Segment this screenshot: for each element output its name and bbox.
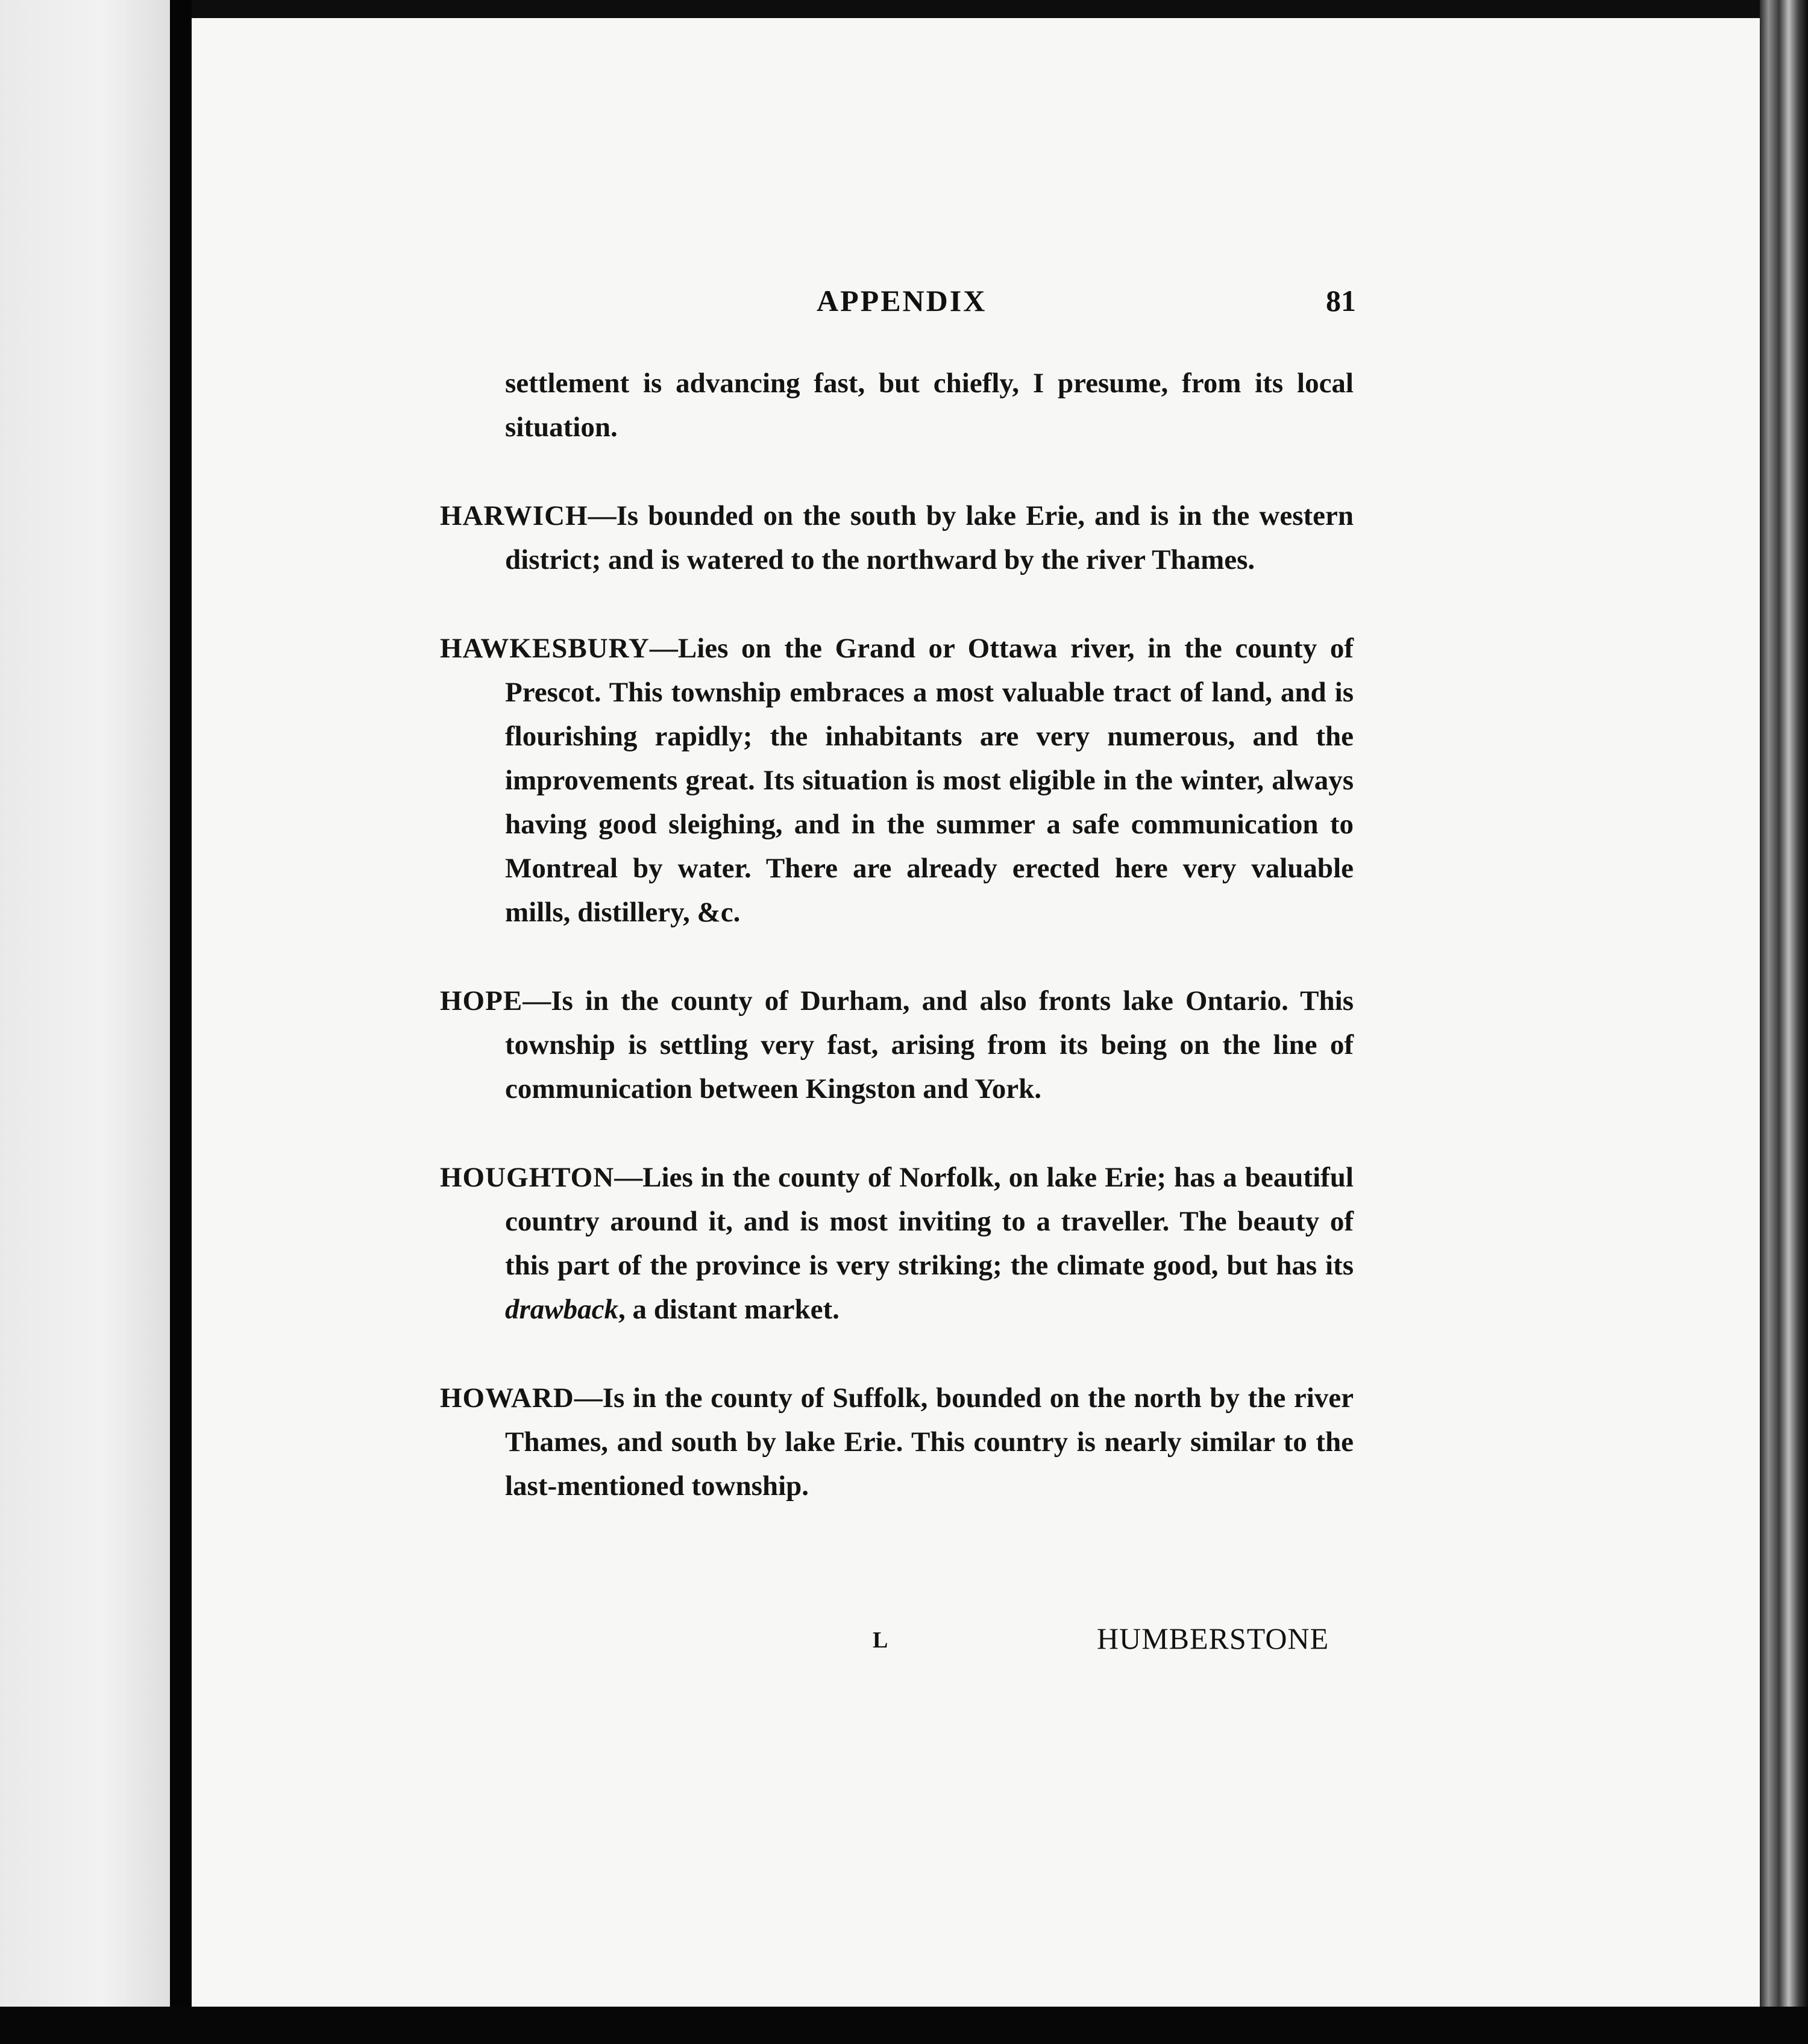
entry-text-before: —Lies in the county of Norfolk, on lake Erie; has a beautiful country around it, and is most inviting to a traveller. The beauty of this part of the province is very striking; the climate good, but has its bbox=[505, 1162, 1354, 1281]
entry-headword: HOWARD bbox=[440, 1382, 574, 1414]
entry-emphasis: drawback bbox=[505, 1294, 618, 1325]
entry-text: —Lies on the Grand or Ottawa river, in the county of Prescot. This township embraces a most valuable tract of land, and is flourishing rapidly; the inhabitants are very numerous, and the improvements great. Its situation is most eligible in the winter, always having good sleighing, and in the summer a safe communication to Montreal by water. There are already erected here very valuable mills, distillery, &c. bbox=[505, 633, 1354, 928]
entry-headword: HOPE bbox=[440, 985, 523, 1017]
entry-headword: HOUGHTON bbox=[440, 1162, 615, 1193]
entry-houghton bbox=[440, 1156, 1354, 1332]
scan-bottom-border bbox=[0, 2007, 1808, 2044]
entry-text: —Is in the county of Suffolk, bounded on the north by the river Thames, and south by lake Erie. This country is nearly similar to the last-mentioned township. bbox=[505, 1382, 1354, 1502]
signature-mark: L bbox=[873, 1628, 888, 1653]
entry-harwich bbox=[440, 494, 1354, 582]
entry-hope bbox=[440, 979, 1354, 1111]
facing-page-edge bbox=[0, 0, 170, 2044]
book-gutter bbox=[170, 0, 192, 2044]
page-number: 81 bbox=[1326, 284, 1356, 318]
entry-text: —Is in the county of Durham, and also fronts lake Ontario. This township is settling very fast, arising from its being on the line of communication between Kingston and York. bbox=[505, 985, 1354, 1105]
entry-headword: HAWKESBURY bbox=[440, 633, 650, 664]
entry-text-after: , a distant market. bbox=[618, 1294, 840, 1325]
entry-text: —Is bounded on the south by lake Erie, and is in the western district; and is watered to the northward by the river Thames. bbox=[505, 500, 1354, 575]
running-head: APPENDIX bbox=[817, 284, 987, 318]
entry-howard bbox=[440, 1376, 1354, 1508]
page-body bbox=[440, 362, 1354, 1553]
entry-hawkesbury bbox=[440, 627, 1354, 935]
page-edge-shadow bbox=[1760, 0, 1808, 2044]
continued-paragraph bbox=[440, 362, 1354, 450]
paragraph-text: settlement is advancing fast, but chiefly, I presume, from its local situation. bbox=[505, 368, 1354, 443]
entry-headword: HARWICH bbox=[440, 500, 588, 531]
catchword: HUMBERSTONE bbox=[1097, 1622, 1329, 1655]
